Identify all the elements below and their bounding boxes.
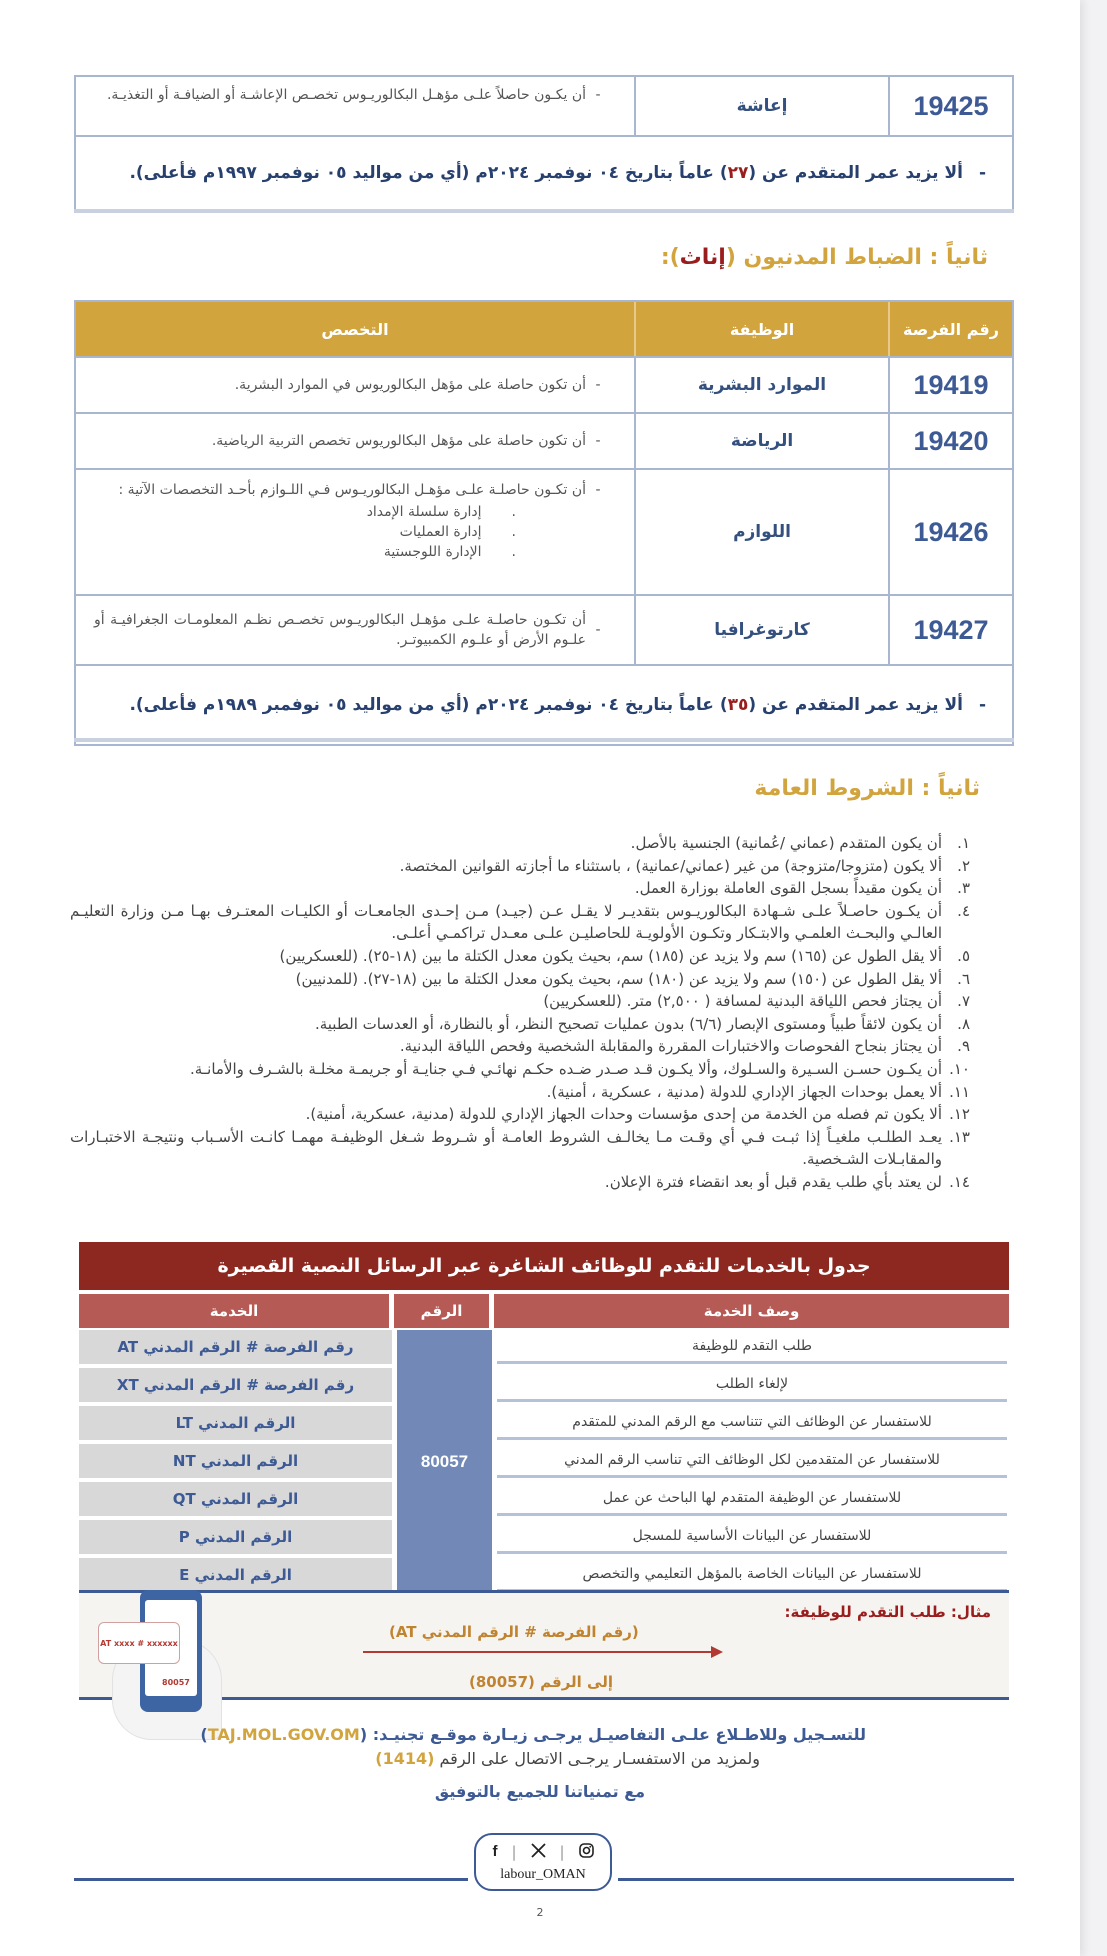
spec-dash: -: [595, 377, 601, 393]
item-text: لن يعتد بأي طلب يقدم قبل أو بعد انقضاء فترة الإعلان.: [604, 1172, 942, 1191]
sms-table-body: [79, 1330, 1009, 1594]
list-item: [70, 1013, 970, 1036]
list-item: [70, 1126, 970, 1171]
job-title: كارتوغرافيا: [634, 596, 888, 664]
opportunity-number: 19426: [888, 470, 1012, 594]
service-description: لإلغاء الطلب: [497, 1368, 1007, 1402]
example-command: (رقم الفرصة # الرقم المدني AT): [389, 1623, 639, 1641]
list-item: [94, 502, 516, 522]
contact-number: (1414): [375, 1749, 435, 1768]
list-bullet: .: [511, 524, 516, 540]
list-text: إدارة العمليات: [399, 524, 482, 540]
item-text: يعـد الطلـب ملغيـاً إذا ثبـت فـي أي وقـت مـا يخالـف الشروط العامـة أو شـروط شـغل الوظيفـة مهمـا كانـت الأسـباب ونتيجـة الاختبـارات والمقابـلات الشـخصية.: [70, 1127, 942, 1169]
list-item: [70, 990, 970, 1013]
header-spec: التخصص: [321, 319, 389, 339]
section-title-general-conditions: ثانياً : الشروط العامة: [754, 776, 980, 801]
service-code: الرقم المدني P: [79, 1520, 392, 1554]
list-item: [70, 1081, 970, 1104]
item-text: ألا يكون تم فصله من الخدمة من إحدى مؤسسات وحدات الجهاز الإداري للدولة (مدنية، عسكرية، أمنية).: [305, 1105, 942, 1124]
title-pre: ثانياً : الضباط المدنيون (: [725, 245, 988, 270]
item-number: ١.: [957, 834, 970, 852]
list-item: [70, 945, 970, 968]
item-number: ١٤.: [949, 1172, 970, 1191]
registration-pre: للتسـجيل وللاطـلاع علـى التفاصيـل يرجـى زيـارة موقـع تجنيـد: (: [359, 1725, 866, 1744]
service-description: للاستفسار عن الوظائف التي تتناسب مع الرقم المدني للمتقدم: [497, 1406, 1007, 1440]
table-row: [76, 470, 1012, 596]
item-number: ١٢.: [949, 1105, 970, 1124]
sms-services-table: [79, 1242, 1009, 1594]
item-text: أن يجتاز بنجاح الفحوصات والاختبارات المقررة والمقابلة الشخصية وفحص اللياقة البدنية.: [399, 1037, 942, 1056]
job-title: الرياضة: [634, 414, 888, 468]
job-table-2: [74, 300, 1014, 746]
divider: [74, 209, 1014, 213]
opportunity-number: 19427: [888, 596, 1012, 664]
age-pre: ألا يزيد عمر المتقدم عن (: [748, 163, 963, 183]
social-media-badge: [474, 1833, 612, 1891]
list-item: [70, 832, 970, 855]
spec-text: أن تكـون حاصلـة علـى مؤهـل البكالوريـوس تخصـص نظـم المعلومـات الجغرافيـة أو علـوم الأرض أو علـوم الكمبيوتـر.: [94, 612, 586, 648]
spec-text: أن تكـون حاصلـة علـى مؤهـل البكالوريـوس فـي اللـوازم بأحـد التخصصات الآتية :: [118, 482, 586, 498]
item-number: ٥.: [957, 946, 970, 965]
service-description: للاستفسار عن البيانات الأساسية للمسجل: [497, 1520, 1007, 1554]
table-row: [79, 1558, 1009, 1592]
x-icon[interactable]: [531, 1843, 546, 1862]
table-row: [79, 1406, 1009, 1440]
age-post: ) عاماً بتاريخ ٠٤ نوفمبر ٢٠٢٤م (أي من مواليد ٠٥ نوفمبر ١٩٩٧م فأعلى).: [129, 163, 728, 183]
registration-site: TAJ.MOL.GOV.OM: [207, 1725, 360, 1744]
item-text: أن يجتاز فحص اللياقة البدنية لمسافة ( ٢,٥٠٠) متر. (للعسكريين): [543, 992, 942, 1011]
title-post: ):: [660, 245, 680, 270]
table-row: [79, 1330, 1009, 1364]
section-title-civil-officers: [661, 245, 988, 270]
item-text: ألا يعمل بوحدات الجهاز الإداري للدولة (مدنية ، عسكرية ، أمنية).: [546, 1082, 942, 1101]
list-item: [70, 855, 970, 878]
spec-text: أن تكون حاصلة على مؤهل البكالوريوس تخصص التربية الرياضية.: [211, 433, 586, 449]
age-pre: ألا يزيد عمر المتقدم عن (: [748, 695, 963, 715]
age-dash: -: [978, 163, 986, 183]
spec-dash: -: [595, 482, 601, 498]
service-description: للاستفسار عن البيانات الخاصة بالمؤهل التعليمي والتخصص: [497, 1558, 1007, 1592]
item-number: ٩.: [957, 1037, 970, 1056]
list-item: [70, 877, 970, 900]
closing-wish: مع تمنياتنا للجميع بالتوفيق: [434, 1782, 646, 1801]
list-text: إدارة سلسلة الإمداد: [366, 504, 482, 520]
spec-sublist: [94, 502, 586, 562]
divider: [74, 738, 1014, 742]
header-job: الوظيفة: [634, 302, 888, 356]
service-description: للاستفسار عن المتقدمين لكل الوظائف التي تناسب الرقم المدني: [497, 1444, 1007, 1478]
table-row: [79, 1520, 1009, 1554]
item-number: ١١.: [949, 1082, 970, 1101]
social-icons: [476, 1843, 610, 1862]
header-description: وصف الخدمة: [494, 1294, 1009, 1328]
job-title: الموارد البشرية: [634, 358, 888, 412]
service-code: الرقم المدني QT: [79, 1482, 392, 1516]
job-title: اللوازم: [634, 470, 888, 594]
spec-dash: -: [595, 87, 601, 103]
message-bubble: AT xxxx # xxxxxx: [98, 1622, 180, 1664]
item-text: ألا يكون (متزوجا/متزوجة) من غير (عماني/عمانية) ، باستثناء ما أجازته القوانين المختصة.: [399, 856, 942, 875]
age-condition: [76, 137, 1012, 209]
job-table-1: [74, 75, 1014, 211]
item-number: ٤.: [957, 901, 970, 920]
table-row: [76, 77, 1012, 137]
service-code: الرقم المدني E: [79, 1558, 392, 1592]
spec-dash: -: [595, 622, 601, 638]
arrow-right-icon: [363, 1651, 713, 1653]
table-row: [76, 414, 1012, 470]
list-item: [70, 1035, 970, 1058]
sms-table-header: [79, 1294, 1009, 1328]
item-text: أن يكون مقيداً بسجل القوى العاملة بوزارة العمل.: [634, 879, 942, 898]
item-text: أن يكـون حسـن السـيرة والسـلوك، وألا يكـون قـد صـدر ضـده حكـم نهائـي فـي جنايـة أو جريمـة مخلـة بالشـرف والأمانـة.: [189, 1059, 942, 1078]
service-code: الرقم المدني NT: [79, 1444, 392, 1478]
item-number: ٣.: [957, 879, 970, 898]
item-number: ٧.: [957, 992, 970, 1011]
facebook-icon[interactable]: f: [492, 1843, 498, 1860]
phone-number-label: 80057: [162, 1678, 190, 1687]
contact-note: [375, 1749, 760, 1768]
service-description: للاستفسار عن الوظيفة المتقدم لها الباحث عن عمل: [497, 1482, 1007, 1516]
registration-post: ): [200, 1725, 208, 1744]
header-number: الرقم: [394, 1294, 489, 1328]
list-bullet: .: [511, 504, 516, 520]
header-number: رقم الفرصة: [888, 302, 1012, 356]
service-description: طلب التقدم للوظيفة: [497, 1330, 1007, 1364]
item-text: أن يكون المتقدم (عماني /عُمانية) الجنسية بالأصل.: [630, 834, 942, 852]
list-item: [70, 968, 970, 991]
age-dash: -: [978, 695, 986, 715]
service-code: الرقم المدني LT: [79, 1406, 392, 1440]
item-text: أن يكـون حاصـلاً علـى شـهادة البكالوريـوس بتقديـر لا يقـل عـن (جيـد) مـن إحـدى الجامعـات أو الكليـات المعتـرف بهـا مـن وزارة التعليـم العالـي والبحـث العلمـي والابتـكار وتكـون الأولويـة للحاصليـن علـى معـدل تراكمـي أعلـى.: [70, 901, 942, 943]
example-label: مثال: طلب التقدم للوظيفة:: [784, 1603, 991, 1621]
table-row: [76, 358, 1012, 414]
item-number: ١٣.: [949, 1127, 970, 1146]
sms-short-number: 80057: [397, 1330, 492, 1594]
conditions-list: [70, 832, 970, 1194]
separator: |: [559, 1843, 565, 1861]
list-item: [70, 1171, 970, 1194]
separator: |: [511, 1843, 517, 1861]
registration-note: [200, 1725, 866, 1744]
item-text: ألا يقل الطول عن (١٦٥) سم ولا يزيد عن (١٨٥) سم، بحيث يكون معدل الكتلة ما بين (١٨-٢٥). (للعسكريين): [279, 946, 942, 965]
item-number: ١٠.: [949, 1059, 970, 1078]
spec-text: أن يكـون حاصلاً علـى مؤهـل البكالوريـوس تخصـص الإعاشـة أو الضيافـة أو التغذيـة.: [106, 87, 586, 103]
item-text: ألا يقل الطول عن (١٥٠) سم ولا يزيد عن (١٨٠) سم، بحيث يكون معدل الكتلة ما بين (١٨-٢٧). (للمدنيين): [295, 969, 942, 988]
spec-body: [94, 480, 586, 586]
divider: [74, 1878, 468, 1881]
list-item: [70, 900, 970, 945]
age-limit: ٣٥: [727, 695, 749, 715]
opportunity-number: 19419: [888, 358, 1012, 412]
list-item: [94, 522, 516, 542]
item-number: ٦.: [957, 969, 970, 988]
table-row: [79, 1482, 1009, 1516]
list-item: [70, 1103, 970, 1126]
item-text: أن يكون لائقاً طبياً ومستوى الإبصار (٦/٦) بدون عمليات تصحيح النظر، أو بالنظارة، أو العدسات الطبية.: [314, 1014, 942, 1033]
opportunity-number: 19425: [888, 77, 1012, 135]
job-spec: [76, 358, 634, 412]
table-header: [76, 302, 1012, 358]
divider: [618, 1878, 1014, 1881]
list-item: [94, 542, 516, 562]
job-spec: [76, 414, 634, 468]
example-recipient: إلى الرقم (80057): [469, 1673, 613, 1691]
spec-text: أن تكون حاصلة على مؤهل البكالوريوس في الموارد البشرية.: [234, 377, 586, 393]
page-number: 2: [536, 1906, 544, 1919]
list-item: [70, 1058, 970, 1081]
contact-pre: ولمزيد من الاستفسـار يرجـى الاتصال على الرقم: [434, 1749, 760, 1768]
age-post: ) عاماً بتاريخ ٠٤ نوفمبر ٢٠٢٤م (أي من مواليد ٠٥ نوفمبر ١٩٨٩م فأعلى).: [129, 695, 728, 715]
opportunity-number: 19420: [888, 414, 1012, 468]
list-text: الإدارة اللوجستية: [383, 544, 482, 560]
job-title: إعاشة: [634, 77, 888, 135]
item-number: ٨.: [957, 1014, 970, 1033]
item-number: ٢.: [957, 856, 970, 875]
age-condition: [76, 666, 1012, 744]
table-row: [79, 1444, 1009, 1478]
job-spec: [76, 470, 634, 594]
title-highlight: إناث: [679, 245, 726, 270]
sms-table-title: جدول بالخدمات للتقدم للوظائف الشاغرة عبر الرسائل النصية القصيرة: [79, 1242, 1009, 1290]
job-spec: [76, 77, 634, 135]
table-row: [76, 596, 1012, 666]
header-service: الخدمة: [79, 1294, 389, 1328]
table-row: [79, 1368, 1009, 1402]
age-limit: ٢٧: [727, 163, 749, 183]
instagram-icon[interactable]: [579, 1843, 594, 1862]
list-bullet: .: [511, 544, 516, 560]
social-handle: labour_OMAN: [500, 1867, 586, 1882]
service-code: رقم الفرصة # الرقم المدني AT: [79, 1330, 392, 1364]
job-spec: [76, 596, 634, 664]
spec-dash: -: [595, 433, 601, 449]
service-code: رقم الفرصة # الرقم المدني XT: [79, 1368, 392, 1402]
